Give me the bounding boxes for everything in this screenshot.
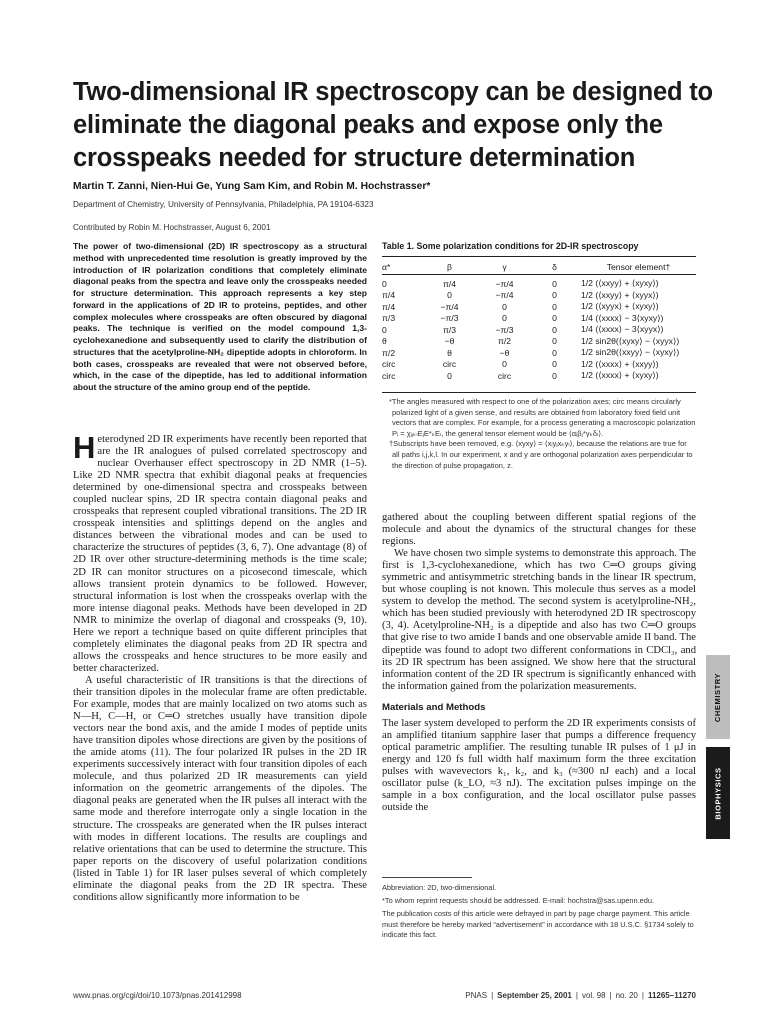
table-cell: π/4 bbox=[382, 301, 396, 312]
abstract: The power of two-dimensional (2D) IR spectroscopy as a structural method with unprecedented time resolution is greatly improved by the introduction of IR polarization conditions that completely eliminate diagonal peaks from the spectra and leave only the crosspeaks needed for structure determination. This approach represents a key step forward in the applications of 2D IR to proteins, peptides, and other complex molecules where crosspeaks are often obscured by diagonal peaks. The technique is verified on the model compound 1,3-cyclohexanedione and subsequently used to clarify the distribution of structures that the acetylproline-NH₂ dipeptide adopts in chloroform. In both cases, crosspeaks are revealed that were not observed before, which, in the case of the dipeptide, has led to additional information about the structure of the amino group end of the peptide. bbox=[73, 241, 367, 392]
table-cell: 0 bbox=[502, 313, 507, 324]
table-cell: −π/3 bbox=[495, 324, 514, 335]
table-cell: 0 bbox=[552, 359, 557, 370]
table-rule-bottom bbox=[382, 392, 696, 393]
footnote-divider bbox=[382, 877, 472, 878]
table-cell: −θ bbox=[444, 336, 455, 347]
section-tab-chemistry-label: CHEMISTRY bbox=[713, 672, 723, 722]
table-row bbox=[382, 290, 696, 302]
table-cell: −π/4 bbox=[440, 301, 459, 312]
table-cell: 0 bbox=[447, 290, 452, 301]
table-cell: π/3 bbox=[442, 324, 457, 335]
author-list: Martin T. Zanni, Nien-Hui Ge, Yung Sam Kim, and Robin M. Hochstrasser* bbox=[73, 181, 431, 192]
contributed-by: Contributed by Robin M. Hochstrasser, August 6, 2001 bbox=[73, 223, 271, 232]
table-cell: 0 bbox=[552, 278, 557, 289]
table-cell: 1/2 (⟨xyyx⟩ + ⟨xyxy⟩) bbox=[581, 301, 659, 312]
table-header-cell: Tensor element† bbox=[606, 261, 671, 272]
article-title: Two-dimensional IR spectroscopy can be designed to eliminate the diagonal peaks and expose only the crosspeaks needed for structure determination bbox=[73, 78, 713, 172]
footer-volume: vol. 98 bbox=[581, 991, 606, 1000]
body-column-right bbox=[382, 512, 696, 814]
table-cell: 0 bbox=[552, 370, 557, 381]
section-tab-biophysics-label: BIOPHYSICS bbox=[713, 766, 723, 820]
table-cell: 0 bbox=[502, 301, 507, 312]
table-cell: 0 bbox=[552, 313, 557, 324]
footer-citation: PNAS | September 25, 2001 | vol. 98 | no. 20 | 11265–11270 bbox=[465, 991, 696, 1000]
table-row bbox=[382, 359, 696, 371]
body-column-left bbox=[73, 430, 367, 904]
page-footnotes bbox=[382, 883, 696, 943]
table-cell: 1/4 (⟨xxxx⟩ − 3⟨xyxy⟩) bbox=[581, 312, 664, 323]
table-cell: circ bbox=[382, 359, 396, 370]
table-header-cell: δ bbox=[552, 261, 557, 272]
table-footnote-subscripts: †Subscripts have been removed, e.g. ⟨xyxy⟩ = ⟨xᵢyⱼxₖyₗ⟩, because the relations are true for all paths i,j,k,l. In our experiment, x and y are orthogonal polarization axes perpendicular to the direction of pulse propagation, z. bbox=[389, 439, 693, 470]
table-cell: 0 bbox=[382, 278, 387, 289]
table-cell: −θ bbox=[499, 347, 510, 358]
footer-date: September 25, 2001 bbox=[497, 991, 572, 1000]
table-cell: 0 bbox=[552, 324, 557, 335]
table-footnote-angles: *The angles measured with respect to one of the polarization axes; circ means circularly polarized light of a given sense, and results are obtained from laboratory fixed field unit vectors that are complex. For example, for a process generating a macroscopic polarization Pᵢ = χᵢⱼₖₗEⱼE*ₖEₗ, the general tensor element would be ⟨αᵢβⱼ*γₖδₗ⟩. bbox=[389, 397, 696, 438]
intro-paragraph-1-text: eterodyned 2D IR experiments have recently been reported that are the IR analogues of pulsed correlated spectroscopy and nuclear Overhauser effect spectroscopy in 2D NMR (1–5). Like 2D NMR spectra that exhibit diagonal peaks at frequencies determined by one-dimensional spectra and crosspeaks between coupled nuclear spins, 2D IR spectra contain diagonal peaks and crosspeaks that represent coupled vibrational transitions. The 2D IR crosspeak intensities and splittings depend on the angles and distances between the vibrational modes and can be used to characterize the structures of peptides (3, 6, 7). One advantage (8) of 2D IR over other structure-determining methods is the time scale; 2D IR can monitor structures on a picosecond timescale, which allows transient protein dynamics to be followed. However, structural information is lost when the crosspeaks overlap with the more intense diagonal peaks. Methods have been developed in 2D NMR to minimize the overlap of diagonal and crosspeaks (9, 10). Here we report a technique based on quite different principles that completely eliminates the diagonal peaks from 2D IR spectra and allows the crosspeaks and hence structures to be more easily and better characterized. bbox=[73, 434, 367, 674]
footnote-correspondence: *To whom reprint requests should be addressed. E-mail: hochstra@sas.upenn.edu. bbox=[382, 896, 655, 906]
table-header-cell: α* bbox=[382, 261, 391, 272]
footnote-abbreviation: Abbreviation: 2D, two-dimensional. bbox=[382, 883, 497, 892]
table-footnotes bbox=[382, 397, 696, 471]
footer-pages: 11265–11270 bbox=[647, 991, 696, 1000]
table-cell: 1/4 (⟨xxxx⟩ − 3⟨xyyx⟩) bbox=[581, 324, 664, 335]
table-cell: θ bbox=[382, 336, 387, 347]
table-row bbox=[382, 370, 696, 382]
table-cell: circ bbox=[497, 370, 512, 381]
table-cell: 1/2 sin2θ(⟨xxyy⟩ − ⟨xyxy⟩) bbox=[581, 347, 680, 358]
table-cell: 1/2 (⟨xxyy⟩ + ⟨xyxy⟩) bbox=[581, 278, 659, 289]
drop-cap: H bbox=[73, 430, 96, 465]
table-cell: π/3 bbox=[382, 313, 396, 324]
table-cell: 0 bbox=[382, 324, 387, 335]
table-cell: circ bbox=[442, 359, 457, 370]
table-cell: 0 bbox=[552, 301, 557, 312]
footer-doi-link[interactable]: www.pnas.org/cgi/doi/10.1073/pnas.201412998 bbox=[73, 991, 242, 1000]
table-cell: π/4 bbox=[442, 278, 457, 289]
table-cell: circ bbox=[382, 370, 396, 381]
affiliation: Department of Chemistry, University of Pennsylvania, Philadelphia, PA 19104-6323 bbox=[73, 200, 374, 209]
table-row bbox=[382, 347, 696, 359]
section-tab-biophysics bbox=[706, 747, 730, 839]
table-cell: 1/2 sin2θ(⟨xyxy⟩ − ⟨xyyx⟩) bbox=[581, 335, 680, 346]
methods-paragraph-1: The laser system developed to perform the 2D IR experiments consists of an amplified titanium sapphire laser that pumps a difference frequency optical parametric amplifier. The resulting tunable IR pulses of 1 μJ in energy and 120 fs full width half maximum form the three excitation pulses with wavevectors k₁, k₂, and k₃ (≈300 nJ each) and a local oscillator pulse (k_LO, ≈3 nJ). The excitation pulses impinge on the sample in a box configuration, and the local oscillator pulse passes outside the bbox=[382, 717, 696, 814]
table-cell: 0 bbox=[447, 370, 452, 381]
table-cell: 0 bbox=[552, 290, 557, 301]
table-cell: θ bbox=[447, 347, 452, 358]
table-row bbox=[382, 301, 696, 313]
table-cell: π/2 bbox=[382, 347, 396, 358]
table-cell: 1/2 (⟨xxxx⟩ + ⟨xyxy⟩) bbox=[581, 370, 659, 381]
section-tab-chemistry bbox=[706, 655, 730, 739]
intro-paragraph-2: A useful characteristic of IR transitions is that the directions of their transition dipoles in the molecular frame are often predictable. For example, modes that are mainly localized on two atoms such as N—H, C—H, or C═O stretches usually have transition dipole vectors near the bond axis, and the amide I modes of peptide units have transition dipoles whose directions are given by the positions of the amide atoms (11). The four polarized IR pulses in the 2D IR experiments successively interact with four transition dipoles of each molecule, and thus polarized 2D IR measurements can yield information on the geometric arrangements of the dipoles. The diagonal peaks are generated when the IR pulses all interact with the same mode and therefore interrogate only a single location in the structure. The crosspeaks are generated when the IR pulses interact with modes in different locations. The results are couplings and relative orientations that can be used to determine the structure. This paper reports on the discovery of useful polarization conditions (listed in Table 1) for IR laser pulses several of which completely eliminate the diagonal peaks from the 2D IR spectra. These conditions allow significantly more information to be bbox=[73, 674, 367, 903]
table-row bbox=[382, 336, 696, 348]
table-cell: 0 bbox=[552, 336, 557, 347]
table-rule-top bbox=[382, 256, 696, 257]
table-cell: 1/2 (⟨xxxx⟩ + ⟨xxyy⟩) bbox=[581, 358, 659, 369]
table-header-row bbox=[382, 259, 696, 274]
table-cell: 1/2 (⟨xxyy⟩ + ⟨xyyx⟩) bbox=[581, 289, 659, 300]
table-row bbox=[382, 274, 696, 290]
table-header-cell: β bbox=[447, 261, 452, 272]
table-cell: 0 bbox=[502, 359, 507, 370]
footer-journal: PNAS bbox=[465, 991, 488, 1000]
table-cell: −π/4 bbox=[495, 290, 514, 301]
table-row bbox=[382, 313, 696, 325]
intro-paragraph-1 bbox=[73, 430, 367, 675]
footer-issue: no. 20 bbox=[615, 991, 638, 1000]
right-paragraph-2: We have chosen two simple systems to demonstrate this approach. The first is 1,3-cyclohexanedione, which has two C═O groups giving symmetric and antisymmetric stretching bands in the linear IR spectrum, but whose coupling is not known. This molecule thus serves as a model system to develop the method. The second system is acetylproline-NH₂, which has been studied previously with heterodyned 2D IR spectroscopy (3, 4). Acetylproline-NH₂ is a dipeptide and also has two C═O groups that give rise to two amide I bands and one observable amide II band. The dipeptide was found to adopt two different conformations in CDCl₃, and its 2D IR spectrum has been assigned. We show here that the structural information content of the 2D IR spectrum is significantly enhanced with the information gained from the polarization measurements. bbox=[382, 548, 696, 692]
table-cell: π/4 bbox=[382, 290, 396, 301]
table-cell: −π/3 bbox=[440, 313, 459, 324]
table-cell: 0 bbox=[552, 347, 557, 358]
table-header-cell: γ bbox=[502, 261, 507, 272]
table-cell: −π/4 bbox=[495, 278, 514, 289]
table-caption: Table 1. Some polarization conditions for 2D-IR spectroscopy bbox=[382, 241, 639, 251]
polarization-table bbox=[382, 259, 696, 382]
footnote-publication-costs: The publication costs of this article were defrayed in part by page charge payment. This article must therefore be hereby marked “advertisement” in accordance with 18 U.S.C. §1734 solely to indicate this fact. bbox=[382, 909, 694, 939]
section-heading-methods: Materials and Methods bbox=[382, 701, 486, 713]
table-cell: π/2 bbox=[497, 336, 512, 347]
table-row bbox=[382, 324, 696, 336]
right-paragraph-1: gathered about the coupling between different spatial regions of the molecule and about the dynamics of the structural changes for these regions. bbox=[382, 512, 696, 548]
